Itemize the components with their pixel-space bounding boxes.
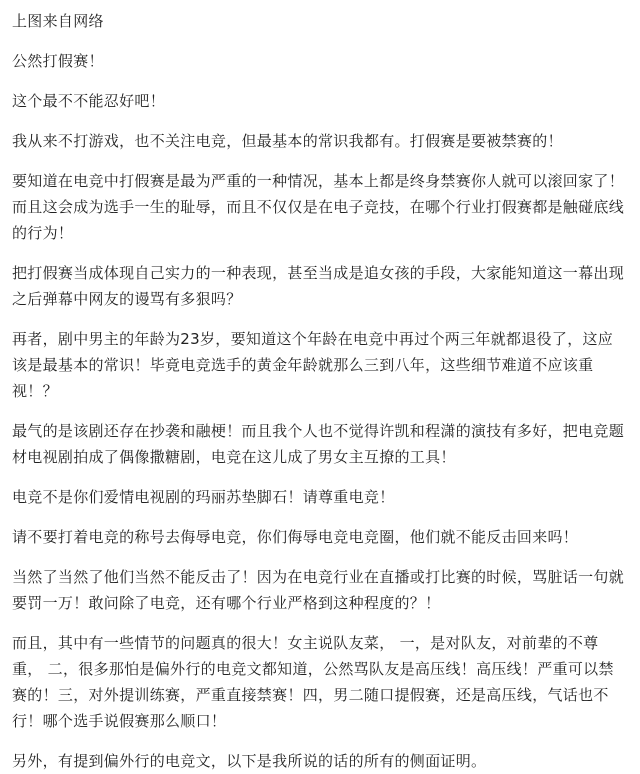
paragraph-5: 把打假赛当成体现自己实力的一种表现，甚至当成是追女孩的手段，大家能知道这一幕出现之后弹幕中网友的谩骂有多狠吗？ (12, 264, 625, 308)
paragraph-7: 最气的是该剧还存在抄袭和融梗！而且我个人也不觉得许凯和程潇的演技有多好，把电竞题材电视剧拍成了偶像撒糖剧，电竞在这儿成了男女主互撩的工具！ (12, 422, 625, 466)
paragraph-4: 要知道在电竞中打假赛是最为严重的一种情况，基本上都是终身禁赛你人就可以滚回家了！而且这会成为选手一生的耻辱，而且不仅仅是在电子竞技，在哪个行业打假赛都是触碰底线的行为！ (12, 172, 625, 242)
paragraph-3: 我从来不打游戏，也不关注电竞，但最基本的常识我都有。打假赛是要被禁赛的！ (12, 132, 563, 150)
paragraph-1: 公然打假赛！ (12, 52, 104, 70)
paragraph-9: 请不要打着电竞的称号去侮辱电竞，你们侮辱电竞电竞圈，他们就不能反击回来吗！ (12, 528, 579, 546)
paragraph-2: 这个最不不能忍好吧！ (12, 92, 166, 110)
paragraph-12: 另外，有提到偏外行的电竞文，以下是我所说的话的所有的侧面证明。 (12, 752, 487, 770)
image-source-note: 上图来自网络 (12, 12, 104, 30)
paragraph-6: 再者，剧中男主的年龄为23岁，要知道这个年龄在电竞中再过个两三年就都退役了，这应该是最基本的常识！毕竟电竞选手的黄金年龄就那么三到八年，这些细节难道不应该重视！？ (12, 330, 614, 400)
paragraph-8: 电竞不是你们爱情电视剧的玛丽苏垫脚石！请尊重电竞！ (12, 488, 395, 506)
paragraph-11: 而且，其中有一些情节的问题真的很大！女主说队友菜， 一，是对队友，对前辈的不尊重， 二，很多那怕是偏外行的电竞文都知道，公然骂队友是高压线！高压线！严重可以禁赛的！三，对外提训练赛，严重直接禁赛！四，男二随口提假赛，还是高压线，气话也不行！哪个选手说假赛那么顺口！ (12, 634, 614, 730)
paragraph-10: 当然了当然了他们当然不能反击了！因为在电竞行业在直播或打比赛的时候，骂脏话一句就要罚一万！敢问除了电竞，还有哪个行业严格到这种程度的？！ (12, 568, 625, 612)
